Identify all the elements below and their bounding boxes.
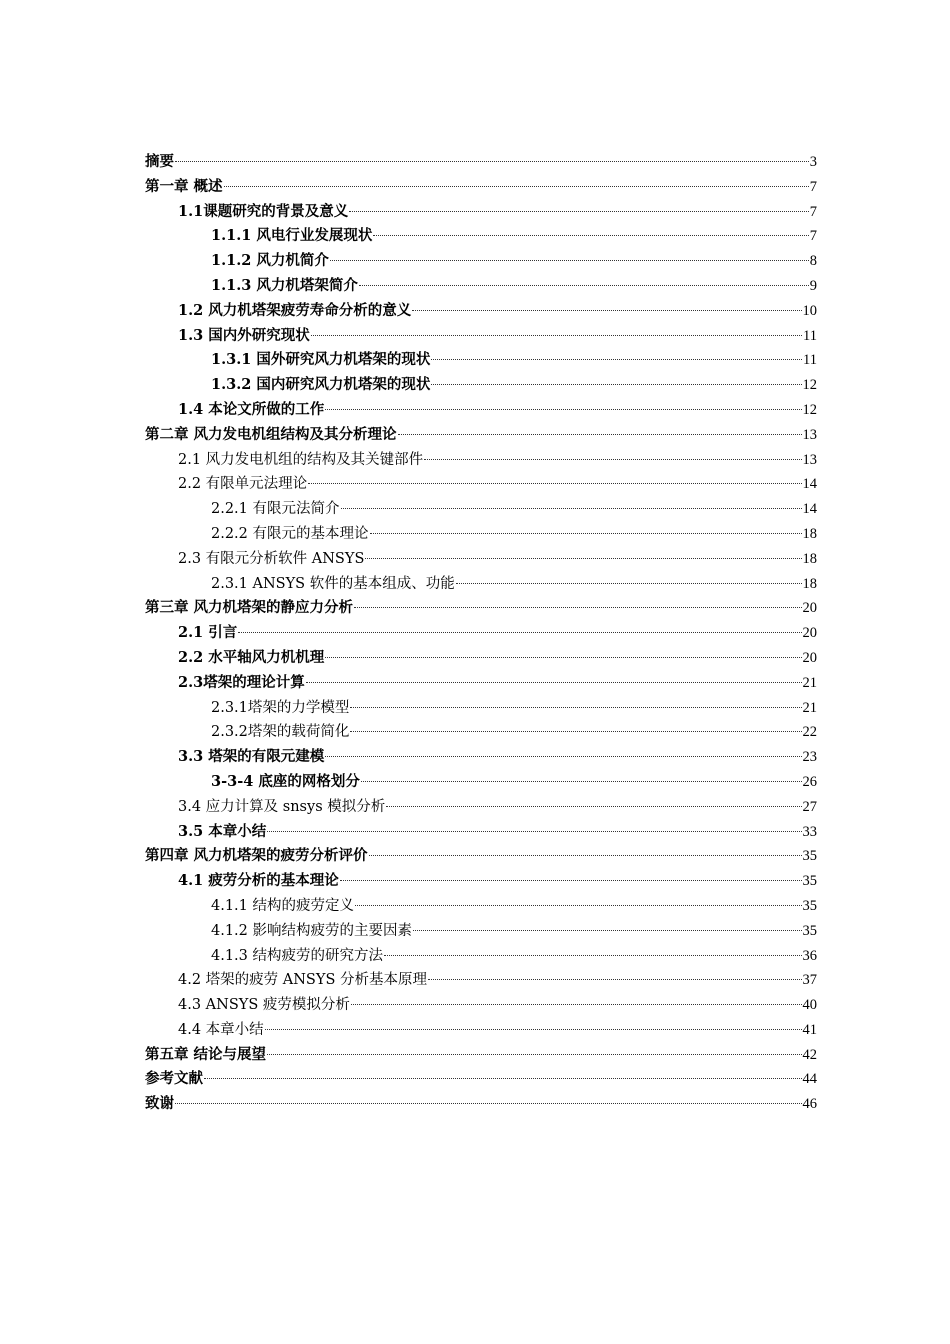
toc-entry-title: 摘要 xyxy=(145,153,174,170)
toc-entry-title: 3.5 本章小结 xyxy=(178,822,267,840)
toc-entry[interactable] xyxy=(145,1092,817,1117)
toc-leader-dots xyxy=(175,1103,802,1104)
toc-leader-dots xyxy=(431,359,802,360)
toc-entry-title: 第五章 结论与展望 xyxy=(145,1045,267,1063)
toc-entry-title: 2.1 风力发电机组的结构及其关键部件 xyxy=(178,451,424,468)
toc-leader-dots xyxy=(350,707,801,708)
toc-leader-dots xyxy=(359,285,809,286)
toc-leader-dots xyxy=(340,880,802,881)
toc-entry-title: 1.1.1 风电行业发展现状 xyxy=(211,227,373,245)
toc-entry-title: 2.2.1 有限元法简介 xyxy=(211,501,340,518)
toc-entry-page-number: 35 xyxy=(802,873,817,890)
toc-entry[interactable] xyxy=(145,249,817,274)
toc-leader-dots xyxy=(354,607,801,608)
toc-entry-title: 1.1.3 风力机塔架简介 xyxy=(211,276,358,294)
toc-entry-page-number: 21 xyxy=(802,674,817,691)
toc-entry[interactable] xyxy=(145,299,817,324)
toc-leader-dots xyxy=(361,781,802,782)
toc-leader-dots xyxy=(265,1029,802,1030)
toc-leader-dots xyxy=(349,211,809,212)
toc-entry-title: 3.4 应力计算及 snsys 模拟分析 xyxy=(178,798,386,815)
toc-entry[interactable] xyxy=(145,522,817,547)
toc-entry-page-number: 9 xyxy=(809,277,817,294)
toc-leader-dots xyxy=(330,260,809,261)
toc-entry-page-number: 18 xyxy=(802,575,817,592)
toc-entry[interactable] xyxy=(145,572,817,597)
toc-entry-page-number: 40 xyxy=(802,997,817,1014)
toc-entry[interactable] xyxy=(145,795,817,820)
toc-entry-page-number: 35 xyxy=(802,922,817,939)
toc-leader-dots xyxy=(325,657,801,658)
toc-entry-title: 4.2 塔架的疲劳 ANSYS 分析基本原理 xyxy=(178,972,427,989)
toc-entry[interactable] xyxy=(145,423,817,448)
toc-entry-page-number: 33 xyxy=(802,823,817,840)
toc-entry-title: 2.3塔架的理论计算 xyxy=(178,673,305,691)
toc-entry-page-number: 42 xyxy=(802,1046,817,1063)
toc-leader-dots xyxy=(428,979,802,980)
toc-entry-title: 参考文献 xyxy=(145,1070,203,1088)
toc-leader-dots xyxy=(398,434,802,435)
toc-entry-page-number: 14 xyxy=(802,501,817,518)
toc-leader-dots xyxy=(431,384,801,385)
toc-entry-page-number: 7 xyxy=(809,203,817,220)
toc-entry-page-number: 18 xyxy=(802,525,817,542)
toc-leader-dots xyxy=(306,682,802,683)
toc-entry-title: 2.3.1 ANSYS 软件的基本组成、功能 xyxy=(211,575,455,592)
toc-leader-dots xyxy=(238,632,801,633)
toc-entry-page-number: 13 xyxy=(802,451,817,468)
toc-entry[interactable] xyxy=(145,398,817,423)
toc-entry-page-number: 12 xyxy=(802,377,817,394)
toc-entry-page-number: 10 xyxy=(802,302,817,319)
toc-entry-title: 第四章 风力机塔架的疲劳分析评价 xyxy=(145,847,368,865)
toc-entry-page-number: 14 xyxy=(802,476,817,493)
toc-leader-dots xyxy=(384,955,801,956)
toc-entry-page-number: 8 xyxy=(809,253,817,270)
toc-entry[interactable] xyxy=(145,547,817,572)
toc-entry-page-number: 46 xyxy=(802,1096,817,1113)
toc-entry-title: 4.3 ANSYS 疲劳模拟分析 xyxy=(178,997,350,1014)
toc-entry[interactable] xyxy=(145,671,817,696)
toc-entry-title: 2.2 水平轴风力机机理 xyxy=(178,648,325,666)
toc-entry-title: 2.3.1塔架的力学模型 xyxy=(211,699,350,716)
toc-leader-dots xyxy=(365,558,801,559)
toc-leader-dots xyxy=(224,186,809,187)
toc-entry[interactable] xyxy=(145,472,817,497)
toc-entry[interactable] xyxy=(145,820,817,845)
toc-leader-dots xyxy=(369,855,802,856)
toc-entry-page-number: 37 xyxy=(802,972,817,989)
toc-entry-title: 第一章 概述 xyxy=(145,177,223,195)
toc-entry-page-number: 23 xyxy=(802,749,817,766)
toc-entry-page-number: 44 xyxy=(802,1071,817,1088)
toc-entry-page-number: 22 xyxy=(802,724,817,741)
toc-entry-title: 2.2.2 有限元的基本理论 xyxy=(211,525,369,542)
toc-entry-page-number: 12 xyxy=(802,401,817,418)
toc-entry[interactable] xyxy=(145,720,817,745)
toc-entry[interactable] xyxy=(145,448,817,473)
toc-entry[interactable] xyxy=(145,497,817,522)
toc-entry[interactable] xyxy=(145,1067,817,1092)
toc-leader-dots xyxy=(412,310,801,311)
toc-leader-dots xyxy=(386,806,801,807)
toc-entry[interactable] xyxy=(145,894,817,919)
toc-entry[interactable] xyxy=(145,373,817,398)
toc-leader-dots xyxy=(350,731,801,732)
toc-entry-title: 4.1.3 结构疲劳的研究方法 xyxy=(211,947,384,964)
toc-entry-title: 3.3 塔架的有限元建模 xyxy=(178,748,325,766)
toc-entry-title: 1.4 本论文所做的工作 xyxy=(178,400,325,418)
toc-entry-page-number: 7 xyxy=(809,228,817,245)
toc-entry[interactable] xyxy=(145,596,817,621)
toc-leader-dots xyxy=(175,161,809,162)
toc-entry-title: 3-3-4 底座的网格划分 xyxy=(211,772,360,790)
toc-entry[interactable] xyxy=(145,919,817,944)
toc-leader-dots xyxy=(413,930,801,931)
toc-entry-page-number: 41 xyxy=(802,1021,817,1038)
toc-leader-dots xyxy=(308,483,801,484)
toc-leader-dots xyxy=(341,508,802,509)
toc-leader-dots xyxy=(267,1054,801,1055)
toc-entry[interactable] xyxy=(145,324,817,349)
toc-entry[interactable] xyxy=(145,1043,817,1068)
toc-entry-page-number: 26 xyxy=(802,773,817,790)
toc-leader-dots xyxy=(424,459,801,460)
toc-entry-title: 第二章 风力发电机组结构及其分析理论 xyxy=(145,425,397,443)
toc-entry-page-number: 35 xyxy=(802,897,817,914)
toc-entry-title: 1.3.2 国内研究风力机塔架的现状 xyxy=(211,376,431,394)
toc-entry-page-number: 20 xyxy=(802,625,817,642)
toc-entry-page-number: 3 xyxy=(809,154,817,170)
toc-leader-dots xyxy=(370,533,802,534)
toc-entry[interactable] xyxy=(145,770,817,795)
toc-entry-title: 4.1.1 结构的疲劳定义 xyxy=(211,897,355,914)
toc-entry[interactable] xyxy=(145,150,817,175)
toc-entry[interactable] xyxy=(145,869,817,894)
toc-entry-page-number: 7 xyxy=(809,178,817,195)
toc-entry[interactable] xyxy=(145,646,817,671)
toc-entry-title: 1.1.2 风力机简介 xyxy=(211,252,329,270)
toc-entry-page-number: 27 xyxy=(802,798,817,815)
toc-entry-title: 4.1.2 影响结构疲劳的主要因素 xyxy=(211,922,413,939)
table-of-contents xyxy=(145,150,817,1117)
toc-entry[interactable] xyxy=(145,1018,817,1043)
toc-entry[interactable] xyxy=(145,274,817,299)
toc-entry[interactable] xyxy=(145,348,817,373)
toc-entry-title: 4.4 本章小结 xyxy=(178,1021,264,1038)
toc-entry[interactable] xyxy=(145,944,817,969)
toc-leader-dots xyxy=(373,235,808,236)
toc-entry-page-number: 18 xyxy=(802,550,817,567)
toc-entry[interactable] xyxy=(145,200,817,225)
toc-entry-page-number: 21 xyxy=(802,699,817,716)
toc-entry-page-number: 11 xyxy=(803,327,817,344)
toc-entry-page-number: 20 xyxy=(802,649,817,666)
toc-entry-page-number: 11 xyxy=(803,352,817,369)
toc-entry[interactable] xyxy=(145,175,817,200)
toc-leader-dots xyxy=(355,905,801,906)
toc-entry-title: 1.2 风力机塔架疲劳寿命分析的意义 xyxy=(178,301,412,319)
toc-leader-dots xyxy=(267,831,801,832)
toc-leader-dots xyxy=(351,1004,802,1005)
toc-entry-page-number: 20 xyxy=(802,600,817,617)
toc-entry-page-number: 35 xyxy=(802,848,817,865)
toc-entry-title: 2.3.2塔架的载荷简化 xyxy=(211,724,350,741)
toc-entry[interactable] xyxy=(145,696,817,721)
toc-leader-dots xyxy=(456,583,802,584)
toc-entry[interactable] xyxy=(145,224,817,249)
toc-leader-dots xyxy=(204,1078,802,1079)
toc-leader-dots xyxy=(325,409,801,410)
toc-entry[interactable] xyxy=(145,844,817,869)
toc-entry[interactable] xyxy=(145,968,817,993)
toc-entry-title: 2.2 有限单元法理论 xyxy=(178,476,308,493)
toc-entry-page-number: 36 xyxy=(802,947,817,964)
toc-entry-title: 第三章 风力机塔架的静应力分析 xyxy=(145,599,354,617)
toc-entry-title: 4.1 疲劳分析的基本理论 xyxy=(178,872,339,890)
toc-entry-title: 2.1 引言 xyxy=(178,624,238,642)
toc-entry-title: 1.3 国内外研究现状 xyxy=(178,326,310,344)
toc-entry[interactable] xyxy=(145,745,817,770)
toc-entry-title: 1.1课题研究的背景及意义 xyxy=(178,202,349,220)
toc-entry-page-number: 13 xyxy=(802,426,817,443)
toc-entry-title: 致谢 xyxy=(145,1095,174,1113)
toc-leader-dots xyxy=(325,756,801,757)
toc-entry[interactable] xyxy=(145,621,817,646)
toc-leader-dots xyxy=(311,335,802,336)
toc-entry-title: 1.3.1 国外研究风力机塔架的现状 xyxy=(211,351,431,369)
toc-entry-title: 2.3 有限元分析软件 ANSYS xyxy=(178,550,365,567)
toc-entry[interactable] xyxy=(145,993,817,1018)
